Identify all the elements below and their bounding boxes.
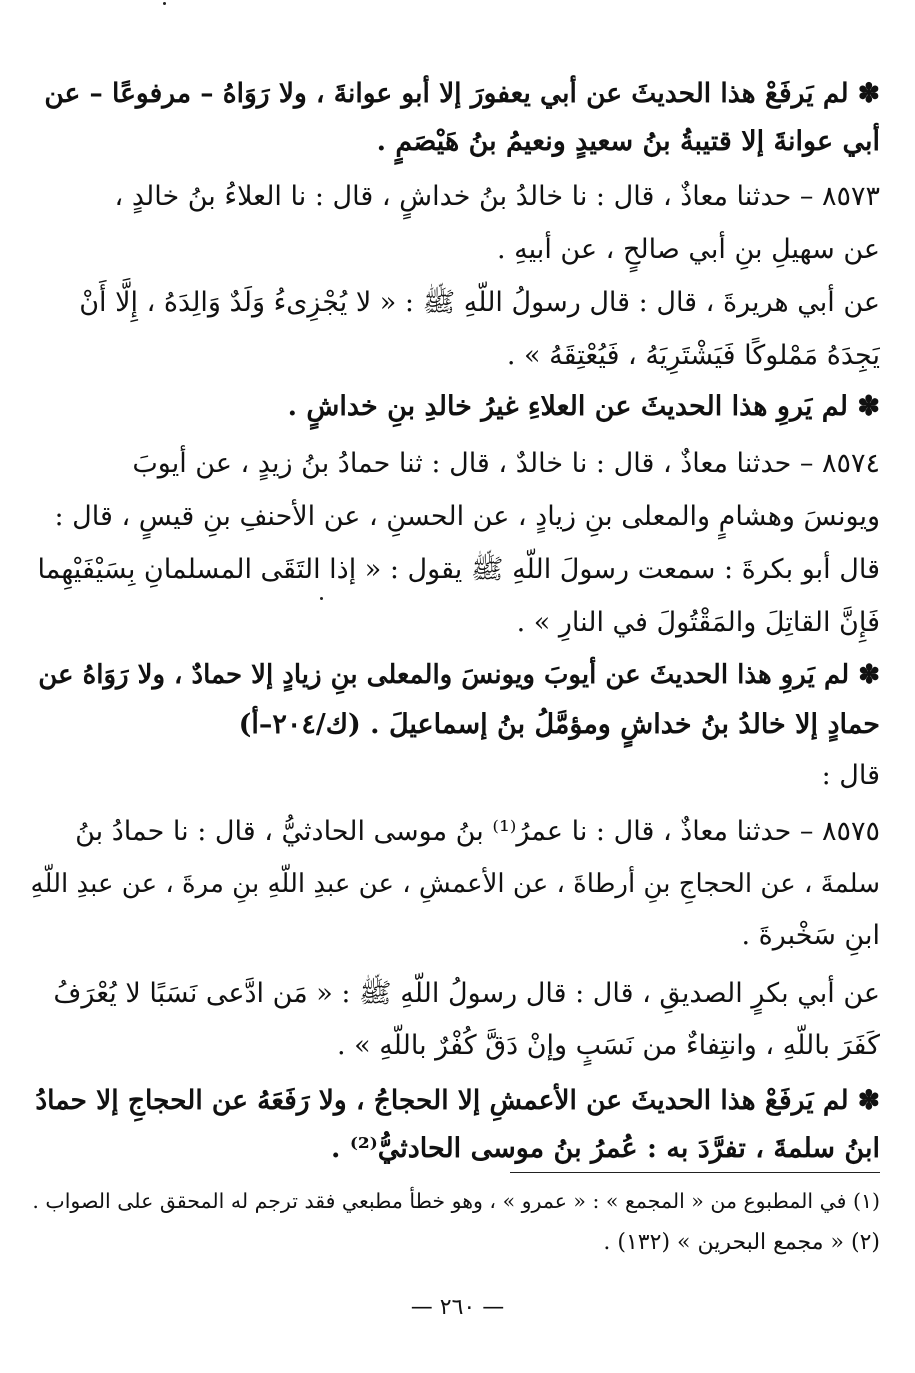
hadith-8573	[30, 170, 880, 382]
footnote-1: (١) في المطبوع من « المجمع » : « عمرو » ، وهو خطأ مطبعي فقد ترجم له المحقق على الصواب .	[32, 1189, 880, 1213]
text-line: يَجِدَهُ مَمْلوكًا فَيَشْتَرِيَهُ ، فَيُعْتِقَهُ » .	[506, 340, 880, 371]
footnote-2: (٢) « مجمع البحرين » (١٣٢) .	[603, 1230, 880, 1255]
text-line: ابنِ سَخْبرةَ .	[741, 920, 880, 951]
text-line: ٨٥٧٣ – حدثنا معاذٌ ، قال : نا خالدُ بنُ خداشٍ ، قال : نا العلاءُ بنُ خالدٍ ،	[114, 181, 880, 212]
text-line: عن أبي هريرةَ ، قال : قال رسولُ اللّهِ ﷺ : « لا يُجْزِىءُ وَلَدٌ وَالِدَهُ ، إِلَّا أَنْ	[79, 287, 880, 318]
section-label	[30, 752, 880, 800]
text-line: ✽ لم يَروِ هذا الحديثَ عن العلاءِ غيرُ خالدِ بنِ خداشٍ .	[287, 391, 880, 422]
commentary-paragraph-3	[30, 650, 880, 750]
text-line: ✽ لم يَرفَعْ هذا الحديثَ عن أبي يعفورَ إلا أبو عوانةَ ، ولا رَوَاهُ – مرفوعًا – عن	[44, 78, 880, 109]
text-line: ✽ لم يَرفَعْ هذا الحديثَ عن الأعمشِ إلا الحجاجُ ، ولا رَفَعَهُ عن الحجاجِ إلا حمادُ	[35, 1085, 880, 1116]
page-number: — ٢٦٠ —	[410, 1295, 505, 1320]
commentary-paragraph-4	[30, 1077, 880, 1173]
scan-speck	[320, 597, 323, 600]
text-line: ويونسَ وهشامٍ والمعلى بنِ زيادٍ ، عن الحسنِ ، عن الأحنفِ بنِ قيسٍ ، قال :	[54, 501, 880, 532]
text-line: ٨٥٧٥ – حدثنا معاذٌ ، قال : نا عمرُ⁽¹⁾ بنُ موسى الحادثيُّ ، قال : نا حمادُ بنُ	[75, 816, 880, 847]
text-line: قال أبو بكرةَ : سمعت رسولَ اللّهِ ﷺ يقول : « إذا التَقَى المسلمانِ بِسَيْفَيْهِما	[37, 554, 880, 585]
text-line: أبي عوانةَ إلا قتيبةُ بنُ سعيدٍ ونعيمُ بنُ هَيْصَمٍ .	[376, 126, 880, 157]
text-line: ابنُ سلمةَ ، تفرَّدَ به : عُمرُ بنُ موسى الحادثيُّ⁽²⁾ .	[331, 1133, 880, 1164]
hadith-8575	[30, 806, 880, 1072]
hadith-8574	[30, 437, 880, 649]
text-line: سلمةَ ، عن الحجاجِ بنِ أرطاةَ ، عن الأعمشِ ، عن عبدِ اللّهِ بنِ مرةَ ، عن عبدِ اللّهِ	[30, 869, 880, 899]
text-line: كَفَرَ باللّهِ ، وانتِفاءٌ من نَسَبٍ وإنْ دَقَّ كُفْرٌ باللّهِ » .	[336, 1030, 880, 1061]
text-line: ٨٥٧٤ – حدثنا معاذٌ ، قال : نا خالدٌ ، قال : ثنا حمادُ بنُ زيدٍ ، عن أيوبَ	[132, 448, 880, 479]
text-line: قال :	[821, 760, 880, 791]
text-line: ✽ لم يَروِ هذا الحديثَ عن أيوبَ ويونسَ والمعلى بنِ زيادٍ إلا حمادٌ ، ولا رَوَاهُ عن	[38, 660, 880, 690]
text-line: عن أبي بكرٍ الصديقِ ، قال : قال رسولُ اللّهِ ﷺ : « مَن ادَّعى نَسَبًا لا يُعْرَفُ	[53, 978, 880, 1009]
footnotes	[30, 1180, 880, 1264]
text-line: عن سهيلِ بنِ أبي صالحٍ ، عن أبيهِ .	[497, 234, 880, 265]
commentary-paragraph-2	[30, 383, 880, 431]
text-line: حمادٍ إلا خالدُ بنُ خداشٍ ومؤمَّلُ بنُ إسماعيلَ . (ك/٢٠٤–أ)	[238, 709, 880, 740]
scan-speck	[163, 2, 166, 5]
text-line: فَإِنَّ القاتِلَ والمَقْتُولَ في النارِ » .	[516, 607, 880, 638]
commentary-paragraph-1	[30, 70, 880, 166]
footnote-separator	[510, 1172, 880, 1173]
